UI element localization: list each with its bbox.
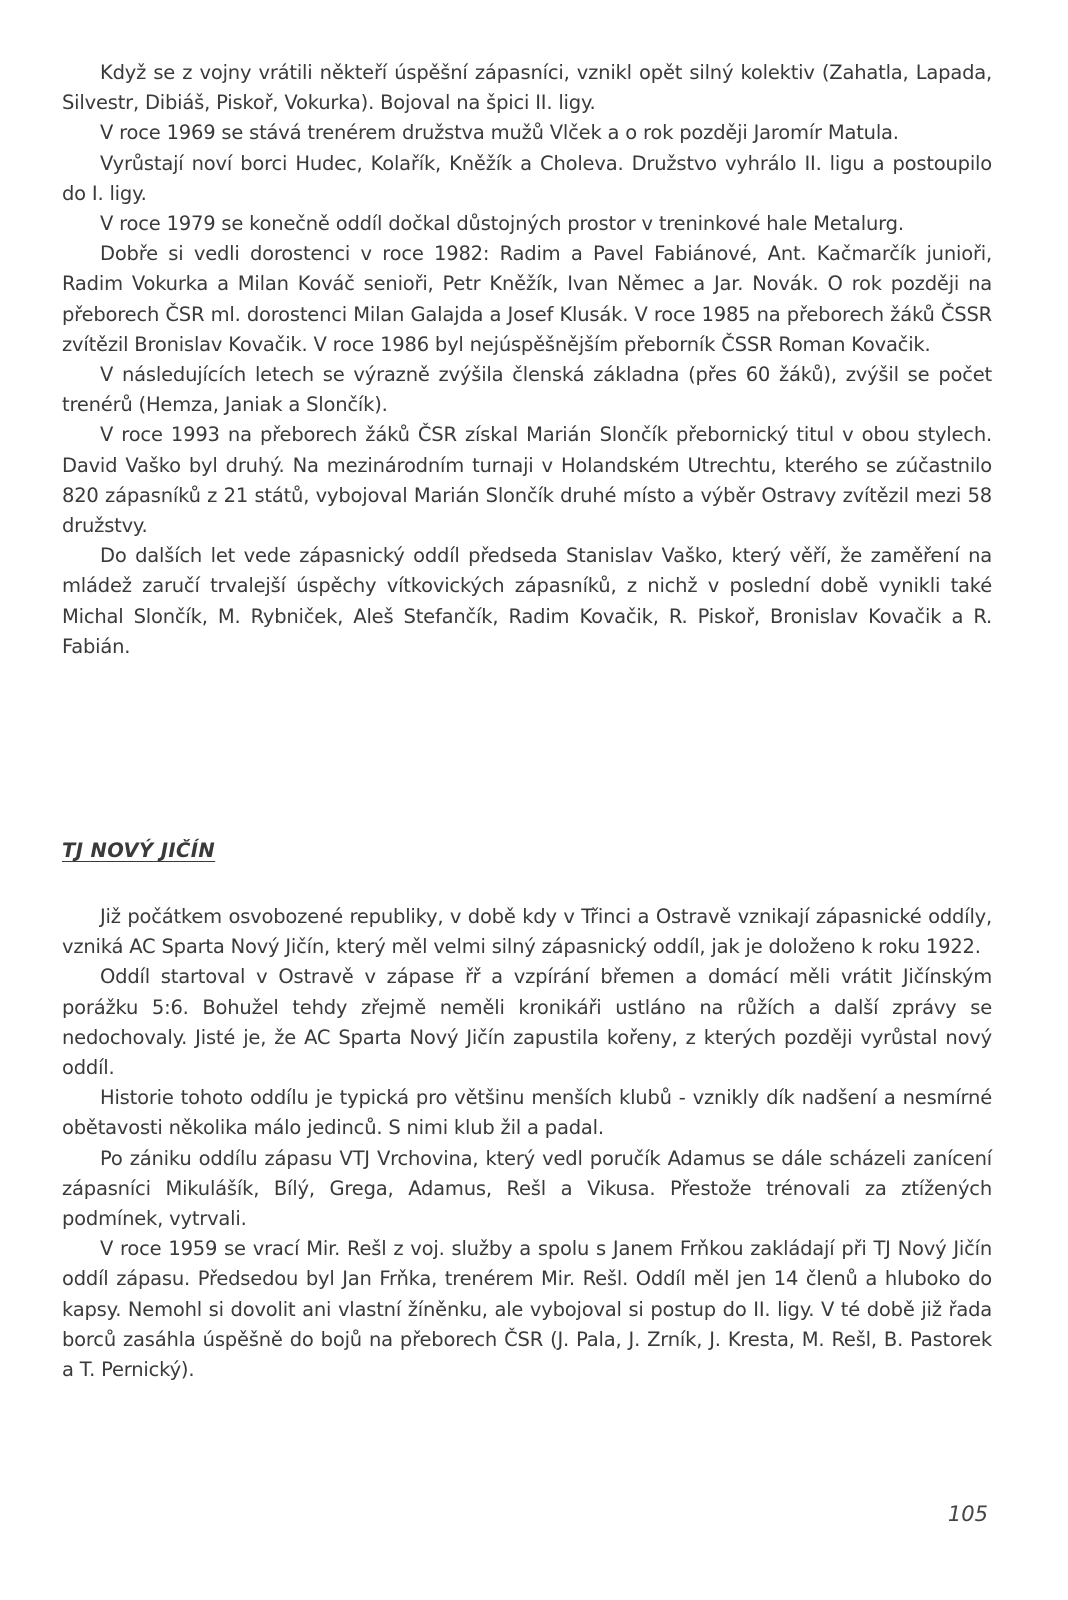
section-novy-jicin bbox=[62, 836, 992, 1385]
section-vitkovice-history bbox=[62, 58, 992, 662]
paragraph: Do dalších let vede zápasnický oddíl předseda Stanislav Vaško, který věří, že zaměření na mládež zaručí trvalejší úspěchy vítkovických zápasníků, z nichž v poslední době vynikli také Michal Slončík, M. Rybniček, Aleš Stefančík, Radim Kovačik, R. Piskoř, Bronislav Kovačik a R. Fabián. bbox=[62, 544, 992, 658]
paragraph: V roce 1993 na přeborech žáků ČSR získal Marián Slončík přebornický titul v obou stylech. David Vaško byl druhý. Na mezinárodním turnaji v Holandském Utrechtu, kterého se zúčastnilo 820 zápasníků z 21 států, vybojoval Marián Slončík druhé místo a výběr Ostravy zvítězil mezi 58 družstvy. bbox=[62, 423, 992, 538]
paragraph: V roce 1969 se stává trenérem družstva mužů Vlček a o rok později Jaromír Matula. bbox=[100, 121, 899, 145]
paragraph: V roce 1979 se konečně oddíl dočkal důstojných prostor v treninkové hale Metalurg. bbox=[100, 212, 904, 236]
paragraph: Historie tohoto oddílu je typická pro většinu menších klubů - vznikly dík nadšení a nesmírné obětavosti několika málo jedinců. S nimi klub žil a padal. bbox=[62, 1086, 992, 1140]
paragraph: Dobře si vedli dorostenci v roce 1982: Radim a Pavel Fabiánové, Ant. Kačmarčík junioři, Radim Vokurka a Milan Kováč senioři, Petr Kněžík, Ivan Němec a Jar. Novák. O rok později na přeborech ČSR ml. dorostenci Milan Galajda a Josef Klusák. V roce 1985 na přeborech žáků ČSSR zvítězil Bronislav Kovačik. V roce 1986 byl nejúspěšnějším přeborník ČSSR Roman Kovačik. bbox=[62, 242, 992, 356]
paragraph: Oddíl startoval v Ostravě v zápase řř a vzpírání břemen a domácí měli vrátit Jičínským porážku 5:6. Bohužel tehdy zřejmě neměli kronikáři ustláno na růžích a další zprávy se nedochovaly. Jisté je, že AC Sparta Nový Jičín zapustila kořeny, z kterých později vyrůstal nový oddíl. bbox=[62, 965, 992, 1080]
paragraph: Vyrůstají noví borci Hudec, Kolařík, Kněžík a Choleva. Družstvo vyhrálo II. ligu a postoupilo do I. ligy. bbox=[62, 151, 992, 205]
page-number: 105 bbox=[947, 1502, 988, 1526]
paragraph: Když se z vojny vrátili někteří úspěšní zápasníci, vznikl opět silný kolektiv (Zahatla, Lapada, Silvestr, Dibiáš, Piskoř, Vokurka). Bojoval na špici II. ligy. bbox=[62, 61, 992, 115]
paragraph: Již počátkem osvobozené republiky, v době kdy v Třinci a Ostravě vznikají zápasnické oddíly, vzniká AC Sparta Nový Jičín, který měl velmi silný zápasnický oddíl, jak je doloženo k roku 1922. bbox=[62, 905, 992, 959]
paragraph: V roce 1959 se vrací Mir. Rešl z voj. služby a spolu s Janem Frňkou zakládají při TJ Nový Jičín oddíl zápasu. Předsedou byl Jan Frňka, trenérem Mir. Rešl. Oddíl měl jen 14 členů a hluboko do kapsy. Nemohl si dovolit ani vlastní žíněnku, ale vybojoval si postup do II. ligy. V té době již řada borců zasáhla úspěšně do bojů na přeborech ČSR (J. Pala, J. Zrník, J. Kresta, M. Rešl, B. Pastorek a T. Pernický). bbox=[62, 1237, 992, 1382]
section-heading: TJ NOVÝ JIČÍN bbox=[62, 839, 216, 862]
paragraph: Po zániku oddílu zápasu VTJ Vrchovina, který vedl poručík Adamus se dále scházeli zanícení zápasníci Mikulášík, Bílý, Grega, Adamus, Rešl a Vikusa. Přestože trénovali za ztížených podmínek, vytrvali. bbox=[62, 1146, 992, 1231]
paragraph: V následujících letech se výrazně zvýšila členská základna (přes 60 žáků), zvýšil se počet trenérů (Hemza, Janiak a Slončík). bbox=[62, 363, 992, 417]
